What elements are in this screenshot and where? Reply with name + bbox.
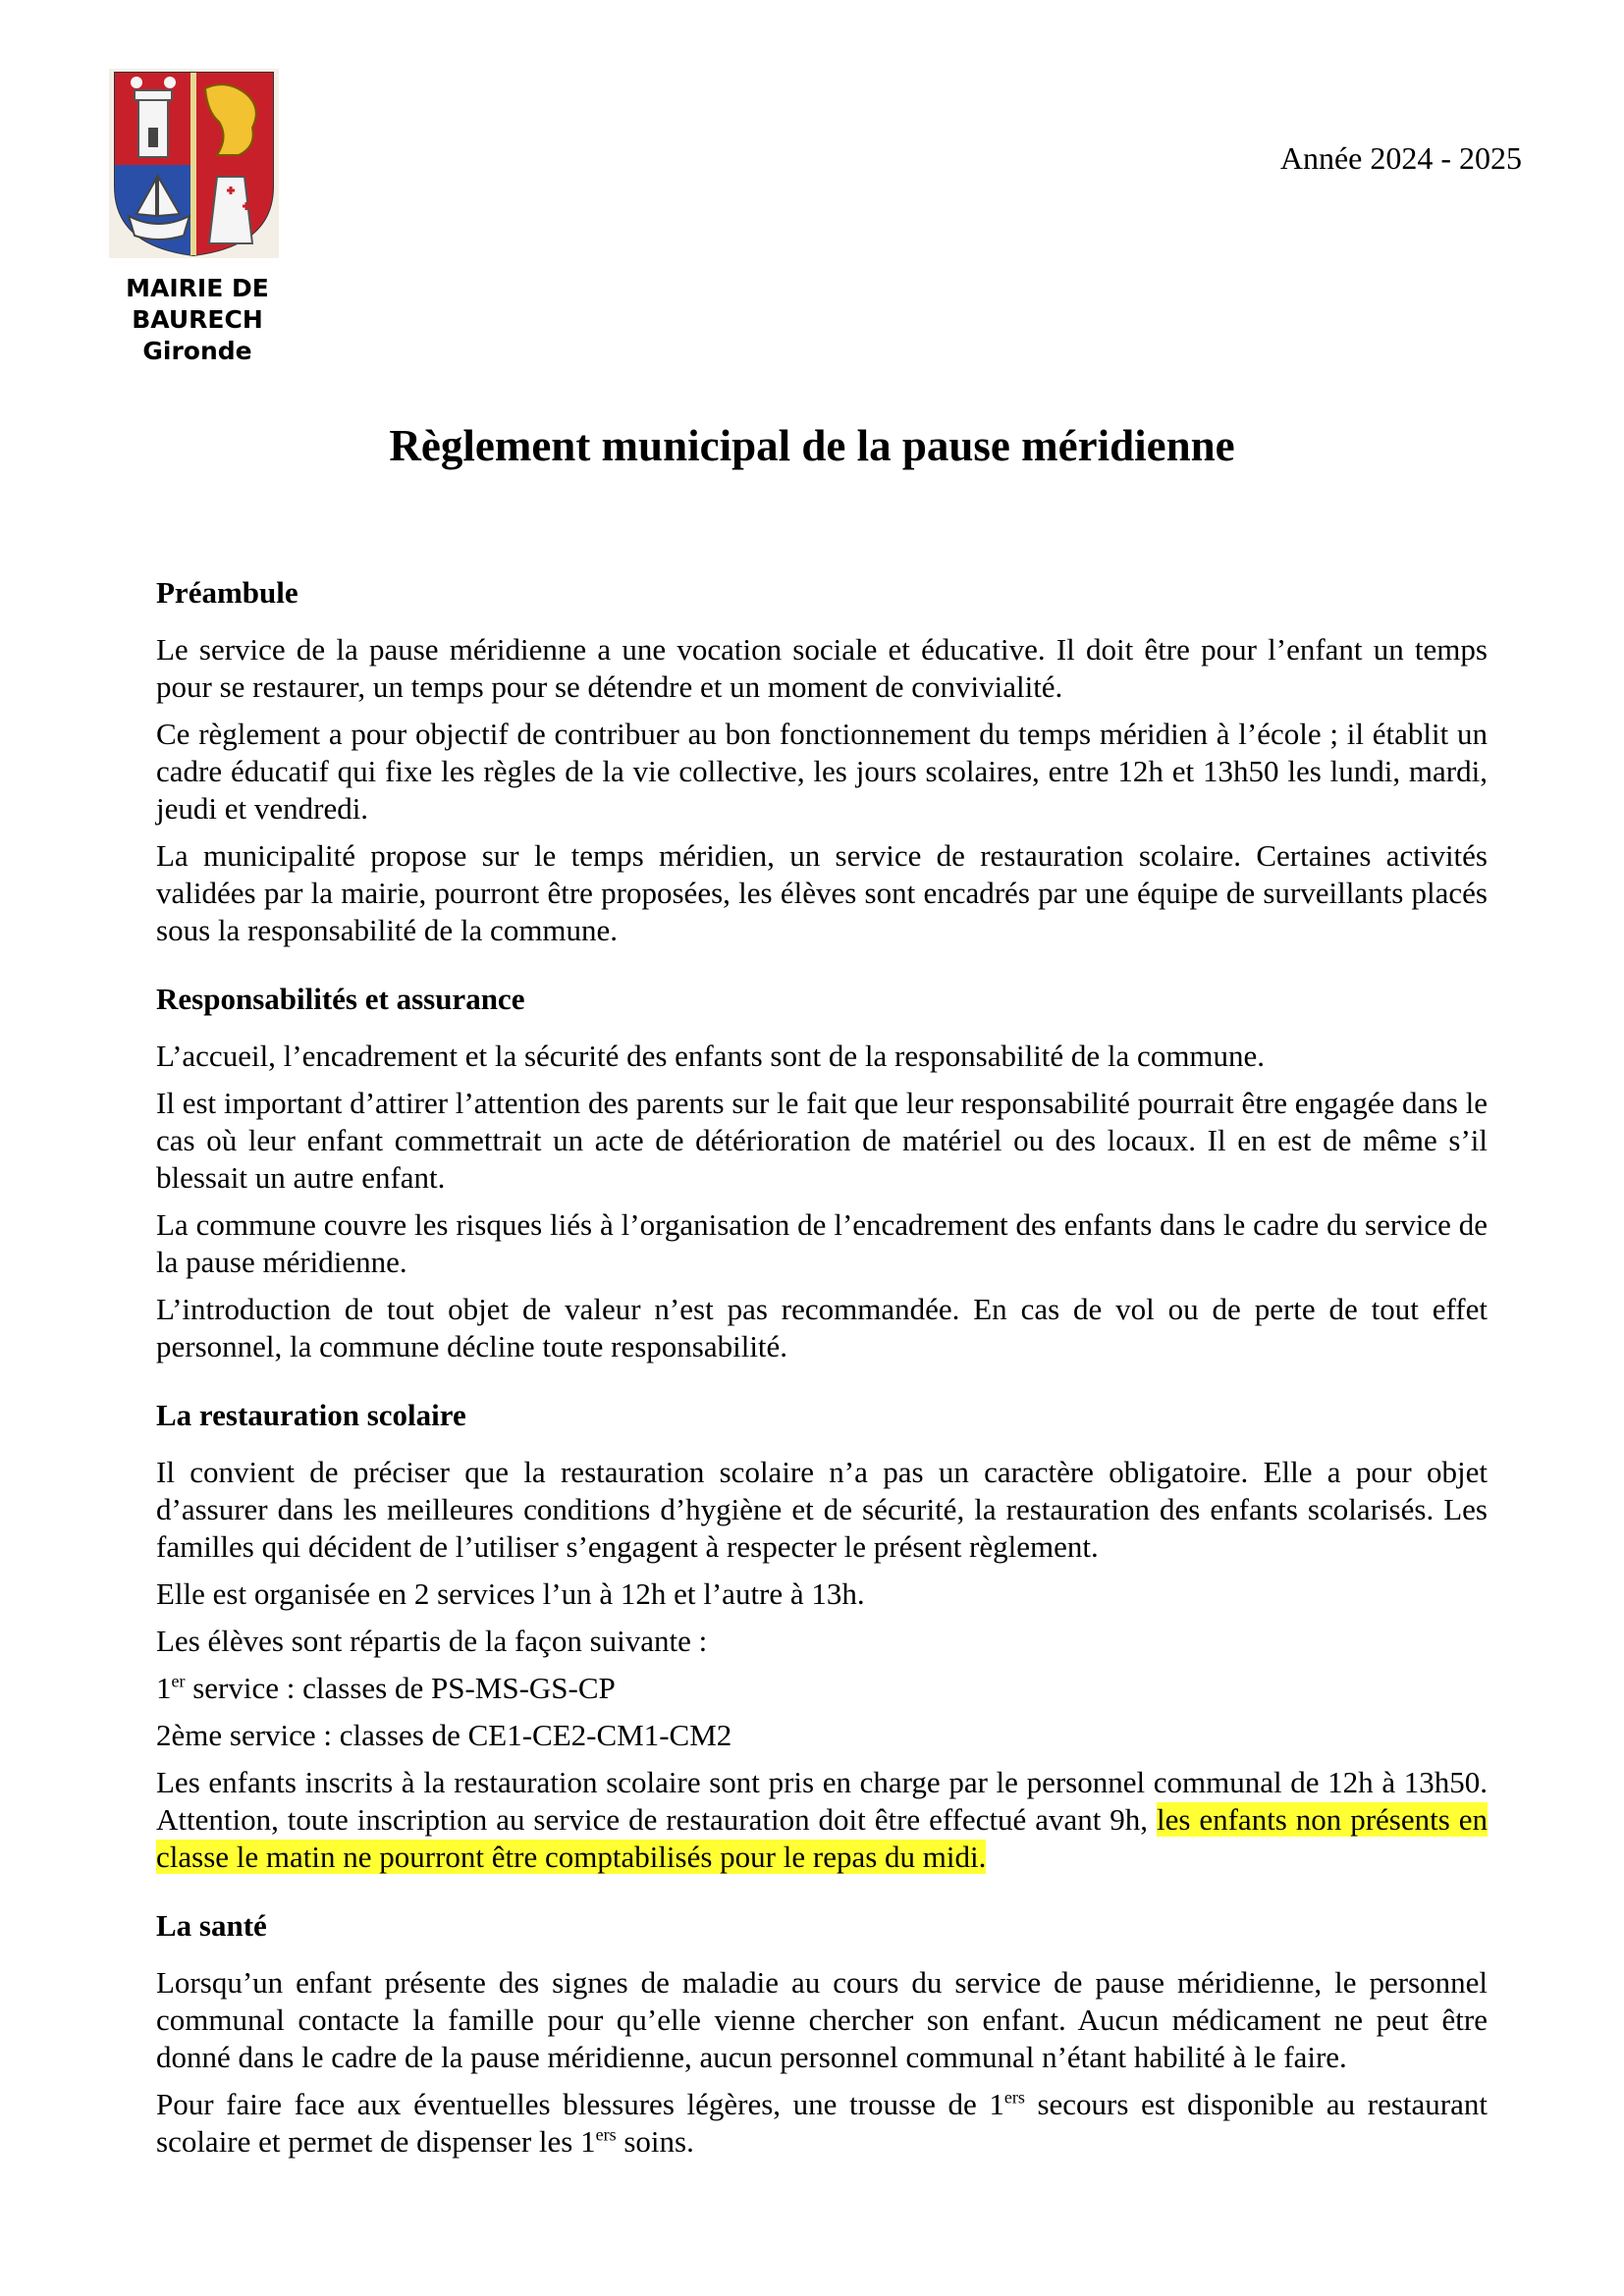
paragraph: La commune couvre les risques liés à l’organisation de l’encadrement des enfants dans le cadre du service de la pause méridienne. (156, 1207, 1488, 1279)
paragraph: Ce règlement a pour objectif de contribuer au bon fonctionnement du temps méridien à l’école ; il établit un cadre éducatif qui fixe les règles de la vie collective, les jours scolaires, entre 12h et 13h50 les lundi, mardi, jeudi et vendredi. (156, 717, 1488, 826)
paragraph: Il est important d’attirer l’attention des parents sur le fait que leur responsabilité pourrait être engagée dans le cas où leur enfant commettrait un acte de détérioration de matériel ou des locaux. Il en est de même s’il blessait un autre enfant. (156, 1086, 1488, 1195)
paragraph: Pour faire face aux éventuelles blessures légères, une trousse de 1ers secours est disponible au restaurant scolaire et permet de dispenser les 1ers soins. (156, 2087, 1488, 2159)
paragraph: Lorsqu’un enfant présente des signes de maladie au cours du service de pause méridienne, le personnel communal contacte la famille pour qu’elle vienne chercher son enfant. Aucun médicament ne peut être donné dans le cadre de la pause méridienne, aucun personnel communal n’étant habilité à le faire. (156, 1965, 1488, 2074)
mairie-block (59, 273, 336, 367)
paragraph: Elle est organisée en 2 services l’un à 12h et l’autre à 13h. (156, 1576, 865, 1611)
section-responsabilites (156, 981, 1488, 1365)
document-body (156, 574, 1488, 2170)
paragraph: La municipalité propose sur le temps méridien, un service de restauration scolaire. Certaines activités validées par la mairie, pourront être proposées, les élèves sont encadrés par une équipe de surveillants placés sous la responsabilité de la commune. (156, 838, 1488, 947)
baurech-coat-of-arms-icon (109, 69, 279, 258)
mairie-name: MAIRIE DE BAURECH (126, 274, 269, 334)
section-heading: La santé (156, 1908, 267, 1943)
page-title: Règlement municipal de la pause méridienne (389, 421, 1235, 470)
service-2-line: 2ème service : classes de CE1-CE2-CM1-CM2 (156, 1718, 732, 1752)
highlighted-text: les enfants non présents en classe le matin ne pourront être comptabilisés pour le repas du midi. (156, 1802, 1488, 1874)
paragraph: L’accueil, l’encadrement et la sécurité des enfants sont de la responsabilité de la commune. (156, 1039, 1266, 1073)
mairie-department: Gironde (142, 337, 252, 365)
paragraph: Il convient de préciser que la restauration scolaire n’a pas un caractère obligatoire. Elle a pour objet d’assurer dans les meilleures conditions d’hygiène et de sécurité, la restauration des enfants scolarisés. Les familles qui décident de l’utiliser s’engagent à respecter le présent règlement. (156, 1455, 1488, 1564)
service-1-line: 1er service : classes de PS-MS-GS-CP (156, 1671, 616, 1705)
section-heading: Responsabilités et assurance (156, 982, 525, 1016)
section-sante (156, 1907, 1488, 2161)
section-restauration (156, 1397, 1488, 1876)
school-year: Année 2024 - 2025 (1279, 140, 1522, 176)
paragraph: Les enfants inscrits à la restauration scolaire sont pris en charge par le personnel communal de 12h à 13h50. Attention, toute inscription au service de restauration doit être effectué avant 9h, les enfants non présents en classe le matin ne pourront être comptabilisés pour le repas du midi. (156, 1765, 1488, 1874)
paragraph: Les élèves sont répartis de la façon suivante : (156, 1624, 708, 1658)
section-heading: Préambule (156, 575, 298, 610)
section-heading: La restauration scolaire (156, 1398, 466, 1432)
paragraph: Le service de la pause méridienne a une vocation sociale et éducative. Il doit être pour l’enfant un temps pour se restaurer, un temps pour se détendre et un moment de convivialité. (156, 632, 1488, 704)
page-header (0, 0, 1624, 365)
paragraph: L’introduction de tout objet de valeur n’est pas recommandée. En cas de vol ou de perte de tout effet personnel, la commune décline toute responsabilité. (156, 1292, 1488, 1363)
section-preambule (156, 574, 1488, 949)
